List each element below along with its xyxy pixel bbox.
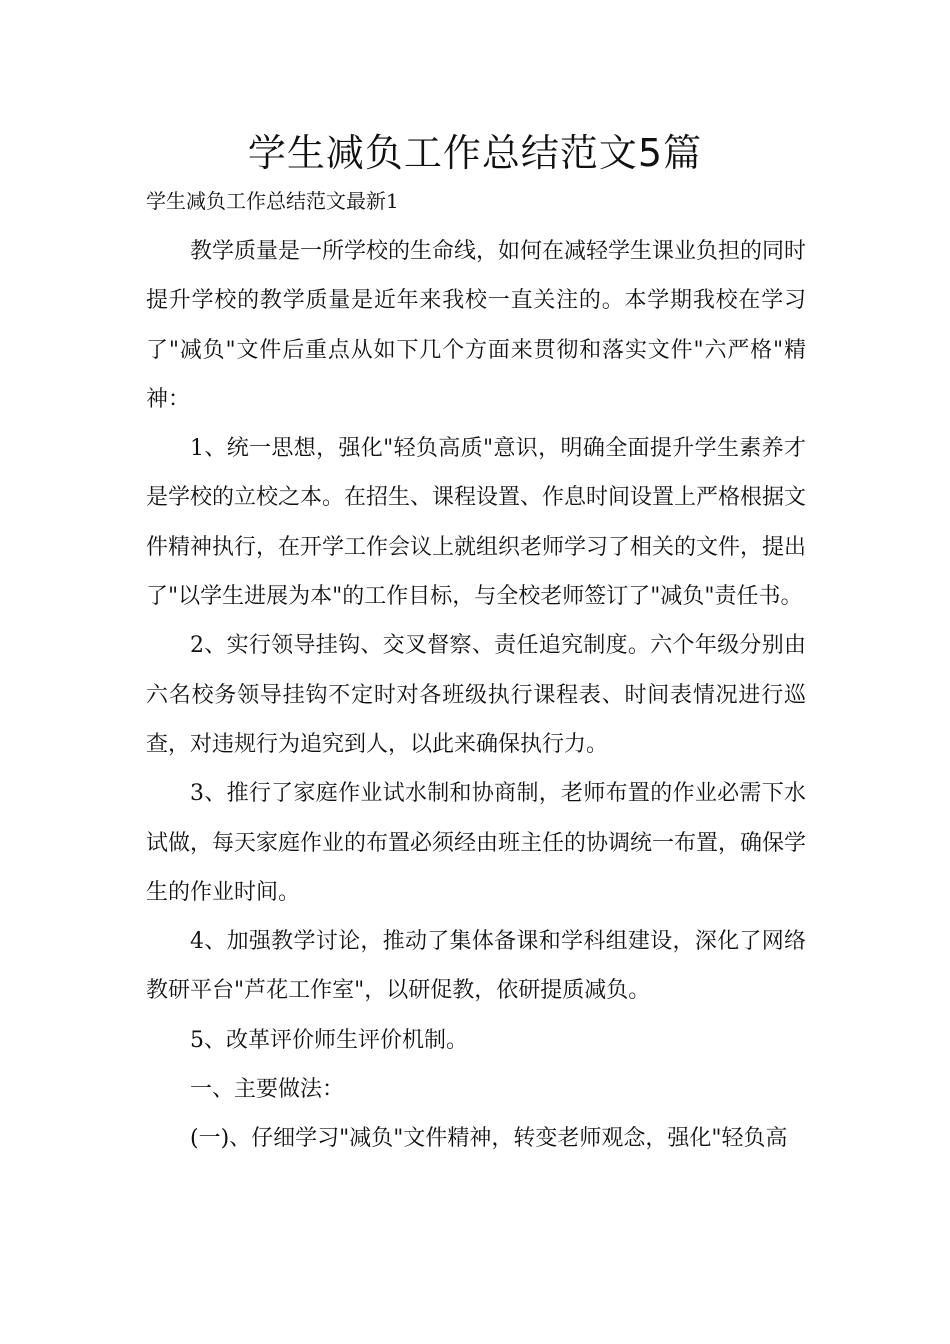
paragraph-item-2: 2、实行领导挂钩、交叉督察、责任追究制度。六个年级分别由六名校务领导挂钩不定时对各班级执行课程表、时间表情况进行巡查，对违规行为追究到人，以此来确保执行力。 [146, 633, 806, 757]
document-subtitle: 学生减负工作总结范文最新1 [146, 189, 399, 213]
document-title: 学生减负工作总结范文5篇 [247, 131, 703, 175]
paragraph-intro: 教学质量是一所学校的生命线，如何在减轻学生课业负担的同时提升学校的教学质量是近年来我校一直关注的。本学期我校在学习了"减负"文件后重点从如下几个方面来贯彻和落实文件"六严格"精神： [146, 239, 807, 412]
paragraph-subsection-1: (一)、仔细学习"减负"文件精神，转变老师观念，强化"轻负高 [190, 1126, 788, 1152]
paragraph-item-5: 5、改革评价师生评价机制。 [190, 1027, 468, 1053]
paragraph-item-3: 3、推行了家庭作业试水制和协商制，老师布置的作业必需下水试做，每天家庭作业的布置必须经由班主任的协调统一布置，确保学生的作业时间。 [146, 781, 807, 905]
paragraph-item-4: 4、加强教学讨论，推动了集体备课和学科组建设，深化了网络教研平台"芦花工作室"，以研促教，依研提质减负。 [146, 929, 806, 1004]
paragraph-item-1: 1、统一思想，强化"轻负高质"意识，明确全面提升学生素养才是学校的立校之本。在招生、课程设置、作息时间设置上严格根据文件精神执行，在开学工作会议上就组织老师学习了相关的文件，提出了"以学生进展为本"的工作目标，与全校老师签订了"减负"责任书。 [146, 436, 807, 610]
document-body [146, 227, 806, 1164]
section-heading-main-methods: 一、主要做法： [190, 1077, 345, 1103]
